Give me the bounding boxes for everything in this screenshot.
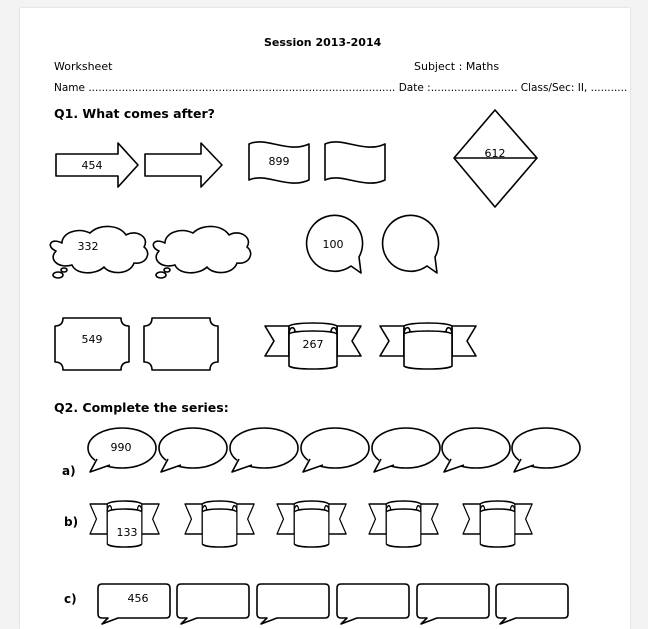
name-date-class-line: Name ............................................................................................ Date :.......................... Class/Sec: II, ........... [54, 82, 628, 94]
cloud-value: 332 [77, 240, 99, 253]
q1-title: Q1. What comes after? [54, 106, 215, 121]
round-callout-2 [383, 215, 439, 273]
diamond-shape [454, 110, 537, 207]
row-c-label: c) [64, 592, 77, 606]
arrow-shape-1 [56, 143, 138, 187]
banner-value: 267 [302, 338, 324, 351]
plaque-value: 549 [81, 333, 103, 346]
row-b-label: b) [64, 515, 79, 529]
wave-flag-1 [249, 142, 309, 183]
plaque-shape-1 [55, 318, 129, 370]
arrow-value: 454 [81, 159, 103, 172]
row-a-label: a) [62, 464, 76, 478]
circle-value: 100 [322, 238, 344, 251]
cloud-shape-1 [50, 226, 147, 278]
wave-flag-2 [325, 142, 385, 183]
worksheet-label: Worksheet [54, 60, 113, 73]
flag-value: 899 [268, 155, 290, 168]
series-b-banners [90, 501, 532, 547]
diamond-value: 612 [484, 147, 506, 160]
series-c-boxes [98, 584, 568, 624]
q2-title: Q2. Complete the series: [54, 400, 229, 415]
series-a-bubbles [88, 428, 580, 472]
subject-label: Subject : Maths [414, 60, 500, 73]
round-callout-1 [307, 215, 363, 273]
session-title: Session 2013-2014 [264, 36, 382, 49]
series-c-first-value: 456 [127, 592, 149, 605]
banner-shape-2 [380, 323, 476, 369]
banner-shape-1 [265, 323, 361, 369]
plaque-shape-2 [144, 318, 218, 370]
series-a-first-value: 990 [110, 441, 132, 454]
arrow-shape-2 [145, 143, 222, 187]
series-b-first-value: 133 [116, 526, 138, 539]
cloud-shape-2 [153, 226, 250, 278]
